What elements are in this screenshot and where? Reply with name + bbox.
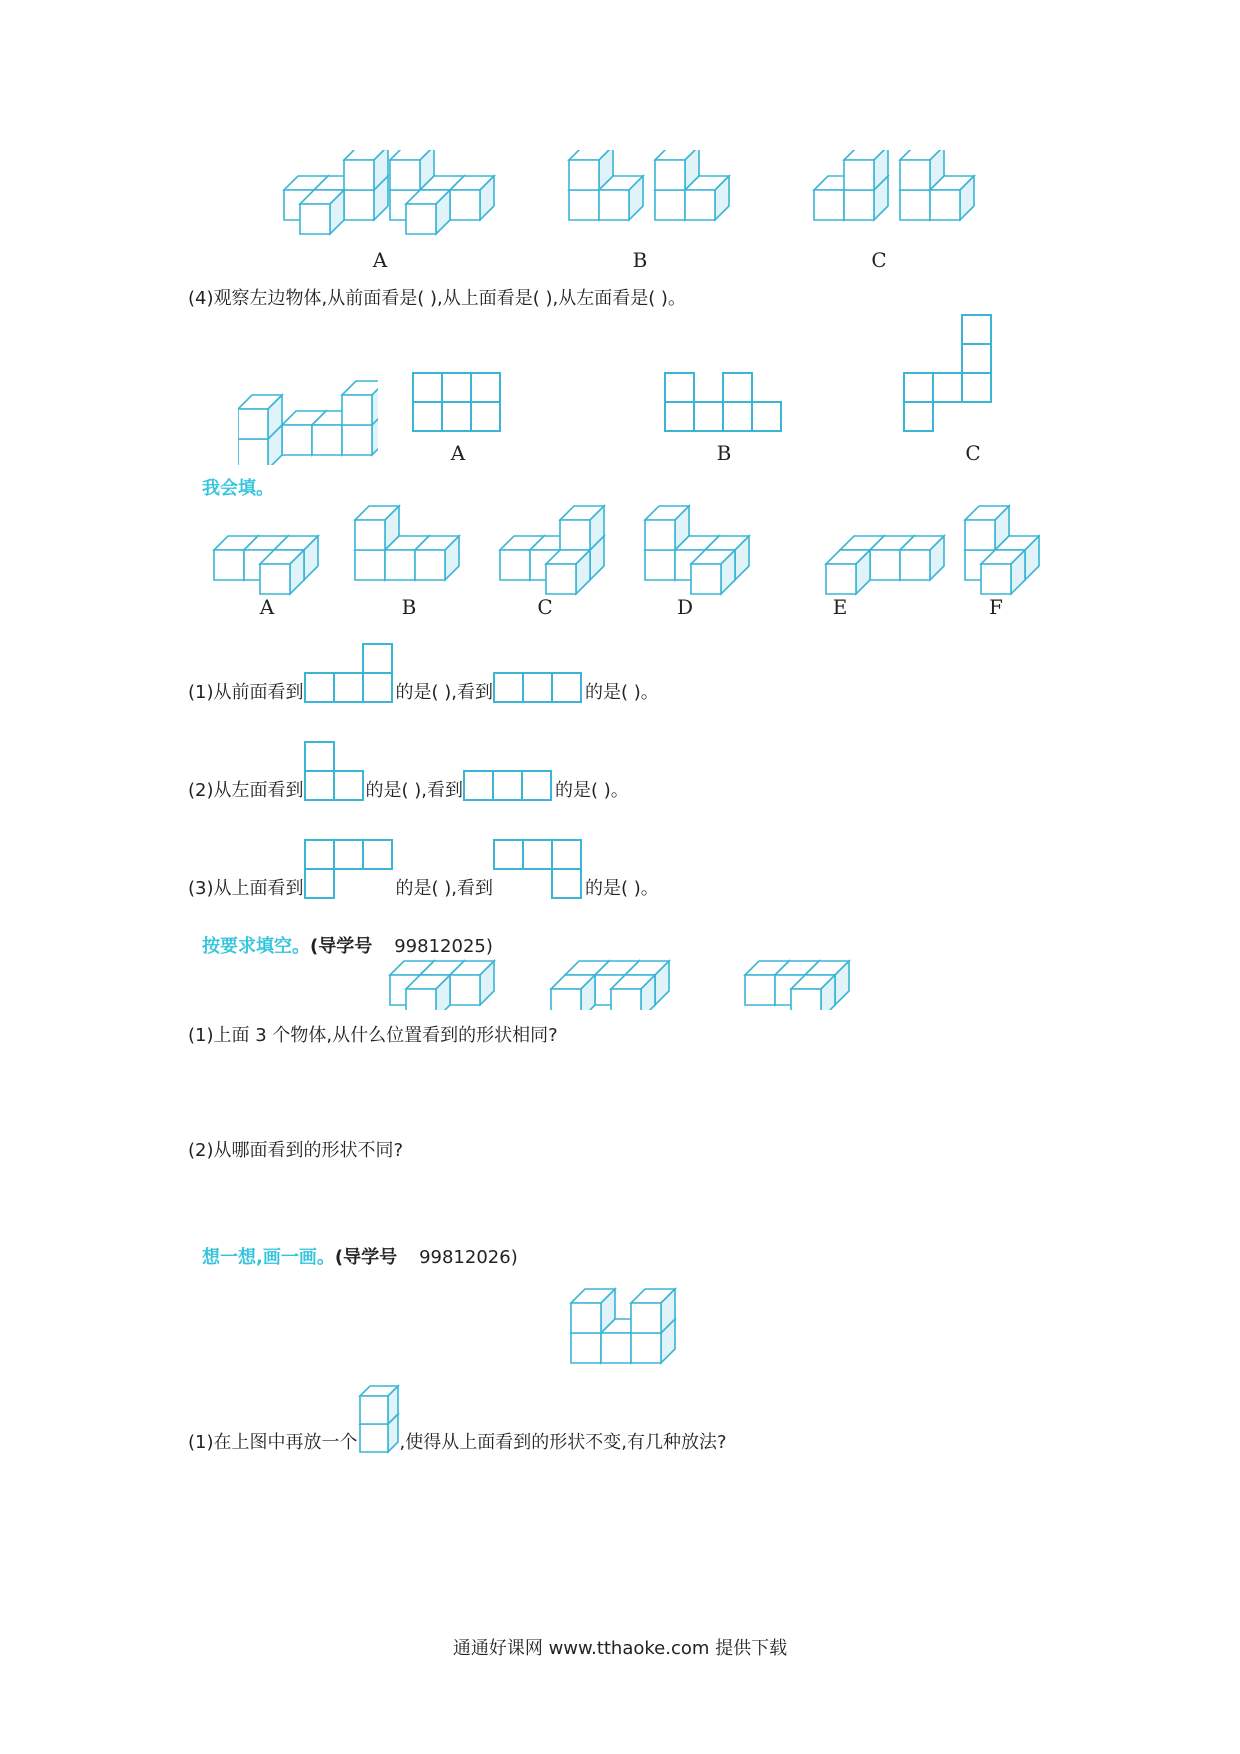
- fill-q1: [188, 640, 659, 704]
- section-require-ref-number: 99812025): [394, 936, 493, 957]
- draw-q1: [188, 1380, 727, 1454]
- fill-q3-part1: (3)从上面看到: [188, 878, 304, 899]
- section-draw-title: [202, 1243, 518, 1269]
- fill-q2-shape1: [304, 738, 366, 802]
- q4-view-b: [664, 372, 789, 437]
- fill-q1-part1: (1)从前面看到: [188, 682, 304, 703]
- section-draw-heading: 想一想,画一画。: [202, 1247, 335, 1268]
- section-require-ref-label: (导学号: [310, 936, 373, 957]
- option-c-label: C: [871, 248, 887, 272]
- fill-q1-shape1: [304, 640, 396, 704]
- q4-view-b-label: B: [716, 441, 732, 465]
- option-a-figures: [270, 150, 510, 240]
- fill-q1-part3: 的是( )。: [585, 682, 659, 703]
- fill-label-c: C: [537, 595, 553, 619]
- fill-q1-shape2: [493, 670, 585, 704]
- fill-figures: [200, 500, 1040, 600]
- fill-label-d: D: [676, 595, 694, 619]
- section-require-heading: 按要求填空。: [202, 936, 310, 957]
- fill-q1-part2: 的是( ),看到: [395, 682, 493, 703]
- fill-q2-shape2: [463, 768, 555, 802]
- require-figures: [380, 950, 860, 1010]
- question-4: (4)观察左边物体,从前面看是( ),从上面看是( ),从左面看是( )。: [188, 288, 686, 309]
- single-cube-stack-icon: [358, 1380, 400, 1454]
- draw-q1-part2: ,使得从上面看到的形状不变,有几种放法?: [399, 1432, 727, 1453]
- fill-label-e: E: [832, 595, 848, 619]
- fill-q2-part3: 的是( )。: [555, 780, 629, 801]
- require-q2: (2)从哪面看到的形状不同?: [188, 1140, 404, 1161]
- q4-view-c: [903, 314, 998, 439]
- q4-view-a: [412, 372, 507, 437]
- q4-view-a-label: A: [450, 441, 466, 465]
- q4-object: [238, 355, 378, 465]
- q4-view-c-label: C: [965, 441, 981, 465]
- fill-label-b: B: [401, 595, 417, 619]
- fill-label-f: F: [989, 595, 1003, 619]
- fill-q3: [188, 836, 659, 900]
- section-draw-ref-number: 99812026): [419, 1247, 518, 1268]
- require-q1: (1)上面 3 个物体,从什么位置看到的形状相同?: [188, 1025, 558, 1046]
- footer: 通通好课网 www.tthaoke.com 提供下载: [452, 1638, 788, 1659]
- fill-q2: [188, 738, 629, 802]
- draw-q1-part1: (1)在上图中再放一个: [188, 1432, 358, 1453]
- option-c-figures: [800, 150, 980, 240]
- section-draw-ref-label: (导学号: [334, 1247, 398, 1268]
- option-b-figures: [555, 150, 735, 240]
- fill-q3-part2: 的是( ),看到: [395, 878, 493, 899]
- fill-q2-part2: 的是( ),看到: [365, 780, 463, 801]
- fill-label-a: A: [259, 595, 275, 619]
- draw-figure: [565, 1268, 685, 1368]
- fill-q3-part3: 的是( )。: [585, 878, 659, 899]
- option-a-label: A: [372, 248, 388, 272]
- option-b-label: B: [632, 248, 648, 272]
- fill-q3-shape2: [493, 836, 585, 900]
- fill-q2-part1: (2)从左面看到: [188, 780, 304, 801]
- fill-q3-shape1: [304, 836, 396, 900]
- section-fill-title: 我会填。: [202, 478, 274, 499]
